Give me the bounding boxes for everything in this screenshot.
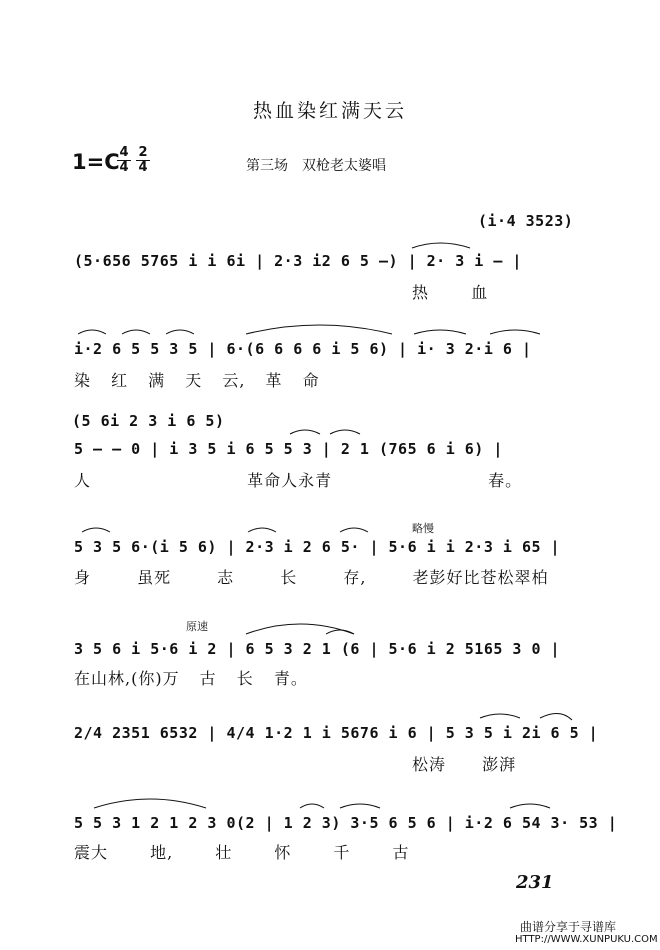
page-number: 231 [516,872,554,893]
notation-row-5: 3 5 6 i 5·6 i 2 | 6 5 3 2 1 (6 | 5·6 i 2 5165 3 0 | [74,640,561,658]
intro-notes: (i·4 3523) [478,212,574,230]
notation-row-6: 2/4 2351 6532 | 4/4 1·2 1 i 5676 i 6 | 5 3 5 i 2i 6 5 | [74,724,599,742]
watermark-url: HTTP://WWW.XUNPUKU.COM [515,934,658,945]
notation-row-4: 5 3 5 6·(i 5 6) | 2·3 i 2 6 5· | 5·6 i i 2·3 i 65 | [74,538,561,556]
scene-caption: 第三场 双枪老太婆唱 [246,158,386,174]
lyrics-row-1: 热 血 [412,283,489,302]
key-signature: 1=C [72,150,120,174]
tempo-mark-original: 原速 [186,620,208,633]
lyrics-row-2: 染 红 满 天 云, 革 命 [74,371,320,390]
watermark-text: 曲谱分享于寻谱库 [520,920,617,934]
lyrics-row-4: 身 虽死 志 长 存, 老彭好比苍松翠柏 [74,568,549,587]
lyrics-row-5: 在山林,(你)万 古 长 青。 [74,669,308,688]
notation-row-1: (5·656 5765 i i 6i | 2·3 i2 6 5 —) | 2· 3 i — | [74,252,522,270]
time-top-1: 4 [119,145,129,160]
song-title: 热血染红满天云 [252,100,407,122]
time-top-2: 2 [138,145,148,160]
notation-row-7: 5 5 3 1 2 1 2 3 0(2 | 1 2 3) 3·5 6 5 6 | i·2 6 54 3· 53 | [74,814,618,832]
tempo-mark-slow: 略慢 [412,522,434,535]
lyrics-row-6: 松涛 澎湃 [412,755,517,774]
lyrics-row-3: 人 革命人永青 春。 [74,471,523,490]
notation-row-3: 5 — — 0 | i 3 5 i 6 5 5 3 | 2 1 (765 6 i 6) | [74,440,503,458]
lyrics-row-7: 震大 地, 壮 怀 千 古 [74,843,410,862]
notation-row-3-upper: (5 6i 2 3 i 6 5) [72,412,225,430]
time-bottom-2: 4 [136,160,150,175]
time-bottom-1: 4 [117,160,131,175]
notation-row-2: i·2 6 5 5 3 5 | 6·(6 6 6 6 i 5 6) | i· 3 2·i 6 | [74,340,532,358]
